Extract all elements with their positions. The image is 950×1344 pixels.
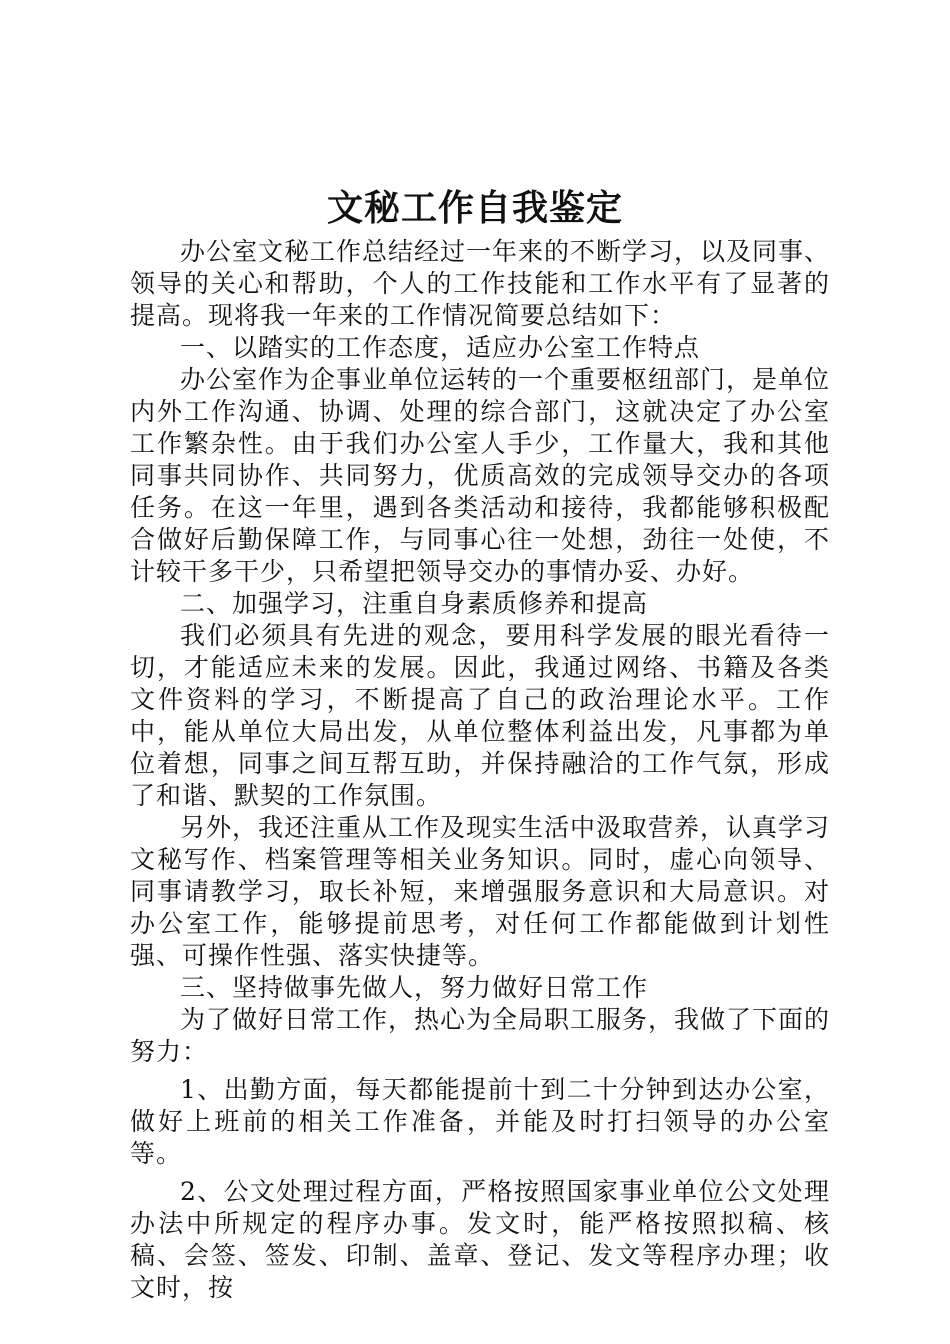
list-item-attendance: 1、出勤方面，每天都能提前十到二十分钟到达办公室，做好上班前的相关工作准备，并能及时打扫领导的办公室等。 — [130, 1075, 830, 1168]
section-heading-1: 一、以踏实的工作态度，适应办公室工作特点 — [180, 333, 701, 362]
list-item-document-processing: 2、公文处理过程方面，严格按照国家事业单位公文处理办法中所规定的程序办事。发文时，能严格按照拟稿、核稿、会签、签发、印制、盖章、登记、发文等程序办理；收文时，按 — [130, 1177, 830, 1302]
section-heading-2: 二、加强学习，注重自身素质修养和提高 — [180, 589, 649, 618]
section-heading-3: 三、坚持做事先做人，努力做好日常工作 — [180, 973, 649, 1002]
section-3-intro-paragraph: 为了做好日常工作，热心为全局职工服务，我做了下面的努力： — [130, 1005, 831, 1066]
document-body — [130, 236, 830, 1304]
document-title: 文秘工作自我鉴定 — [326, 187, 623, 229]
section-1-paragraph: 办公室作为企事业单位运转的一个重要枢纽部门，是单位内外工作沟通、协调、处理的综合部门，这就决定了办公室工作繁杂性。由于我们办公室人手少，工作量大，我和其他同事共同协作、共同努力，优质高效的完成领导交办的各项任务。在这一年里，遇到各类活动和接待，我都能够积极配合做好后勤保障工作，与同事心往一处想，劲往一处使，不计较干多干少，只希望把领导交办的事情办妥、办好。 — [130, 365, 831, 586]
section-2-paragraph-2: 另外，我还注重从工作及现实生活中汲取营养，认真学习文秘写作、档案管理等相关业务知识。同时，虚心向领导、同事请教学习，取长补短，来增强服务意识和大局意识。对办公室工作，能够提前思考，对任何工作都能做到计划性强、可操作性强、落实快捷等。 — [130, 813, 831, 970]
section-2-paragraph-1: 我们必须具有先进的观念，要用科学发展的眼光看待一切，才能适应未来的发展。因此，我通过网络、书籍及各类文件资料的学习，不断提高了自己的政治理论水平。工作中，能从单位大局出发，从单位整体利益出发，凡事都为单位着想，同事之间互帮互助，并保持融洽的工作气氛，形成了和谐、默契的工作氛围。 — [130, 621, 830, 810]
intro-paragraph: 办公室文秘工作总结经过一年来的不断学习，以及同事、领导的关心和帮助，个人的工作技能和工作水平有了显著的提高。现将我一年来的工作情况简要总结如下： — [130, 237, 831, 330]
